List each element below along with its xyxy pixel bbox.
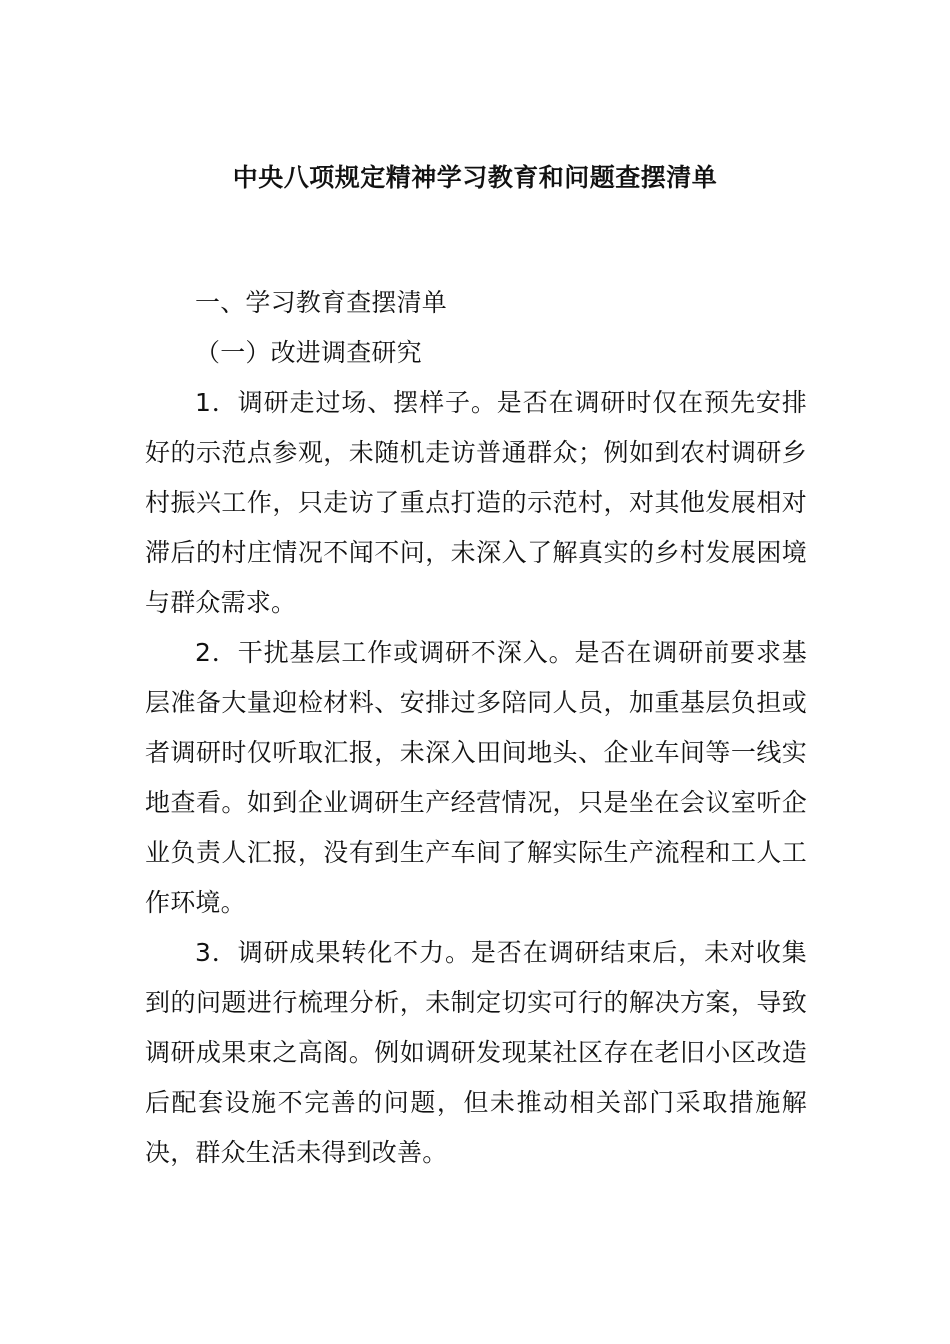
section-heading: 一、学习教育查摆清单 <box>195 288 448 317</box>
paragraph-1: 1．调研走过场、摆样子。是否在调研时仅在预先安排好的示范点参观，未随机走访普通群众；例如到农村调研乡村振兴工作，只走访了重点打造的示范村，对其他发展相对滞后的村庄情况不闻不问，未深入了解真实的乡村发展困境与群众需求。 <box>145 388 807 617</box>
document-title: 中央八项规定精神学习教育和问题查摆清单 <box>232 163 718 192</box>
paragraph-2: 2．干扰基层工作或调研不深入。是否在调研前要求基层准备大量迎检材料、安排过多陪同人员，加重基层负担或者调研时仅听取汇报，未深入田间地头、企业车间等一线实地查看。如到企业调研生产经营情况，只是坐在会议室听企业负责人汇报，没有到生产车间了解实际生产流程和工人工作环境。 <box>145 638 807 917</box>
document-body <box>145 278 807 1178</box>
paragraph-3: 3．调研成果转化不力。是否在调研结束后，未对收集到的问题进行梳理分析，未制定切实可行的解决方案，导致调研成果束之高阁。例如调研发现某社区存在老旧小区改造后配套设施不完善的问题，但未推动相关部门采取措施解决，群众生活未得到改善。 <box>145 938 807 1167</box>
subsection-heading: （一）改进调查研究 <box>195 338 422 367</box>
